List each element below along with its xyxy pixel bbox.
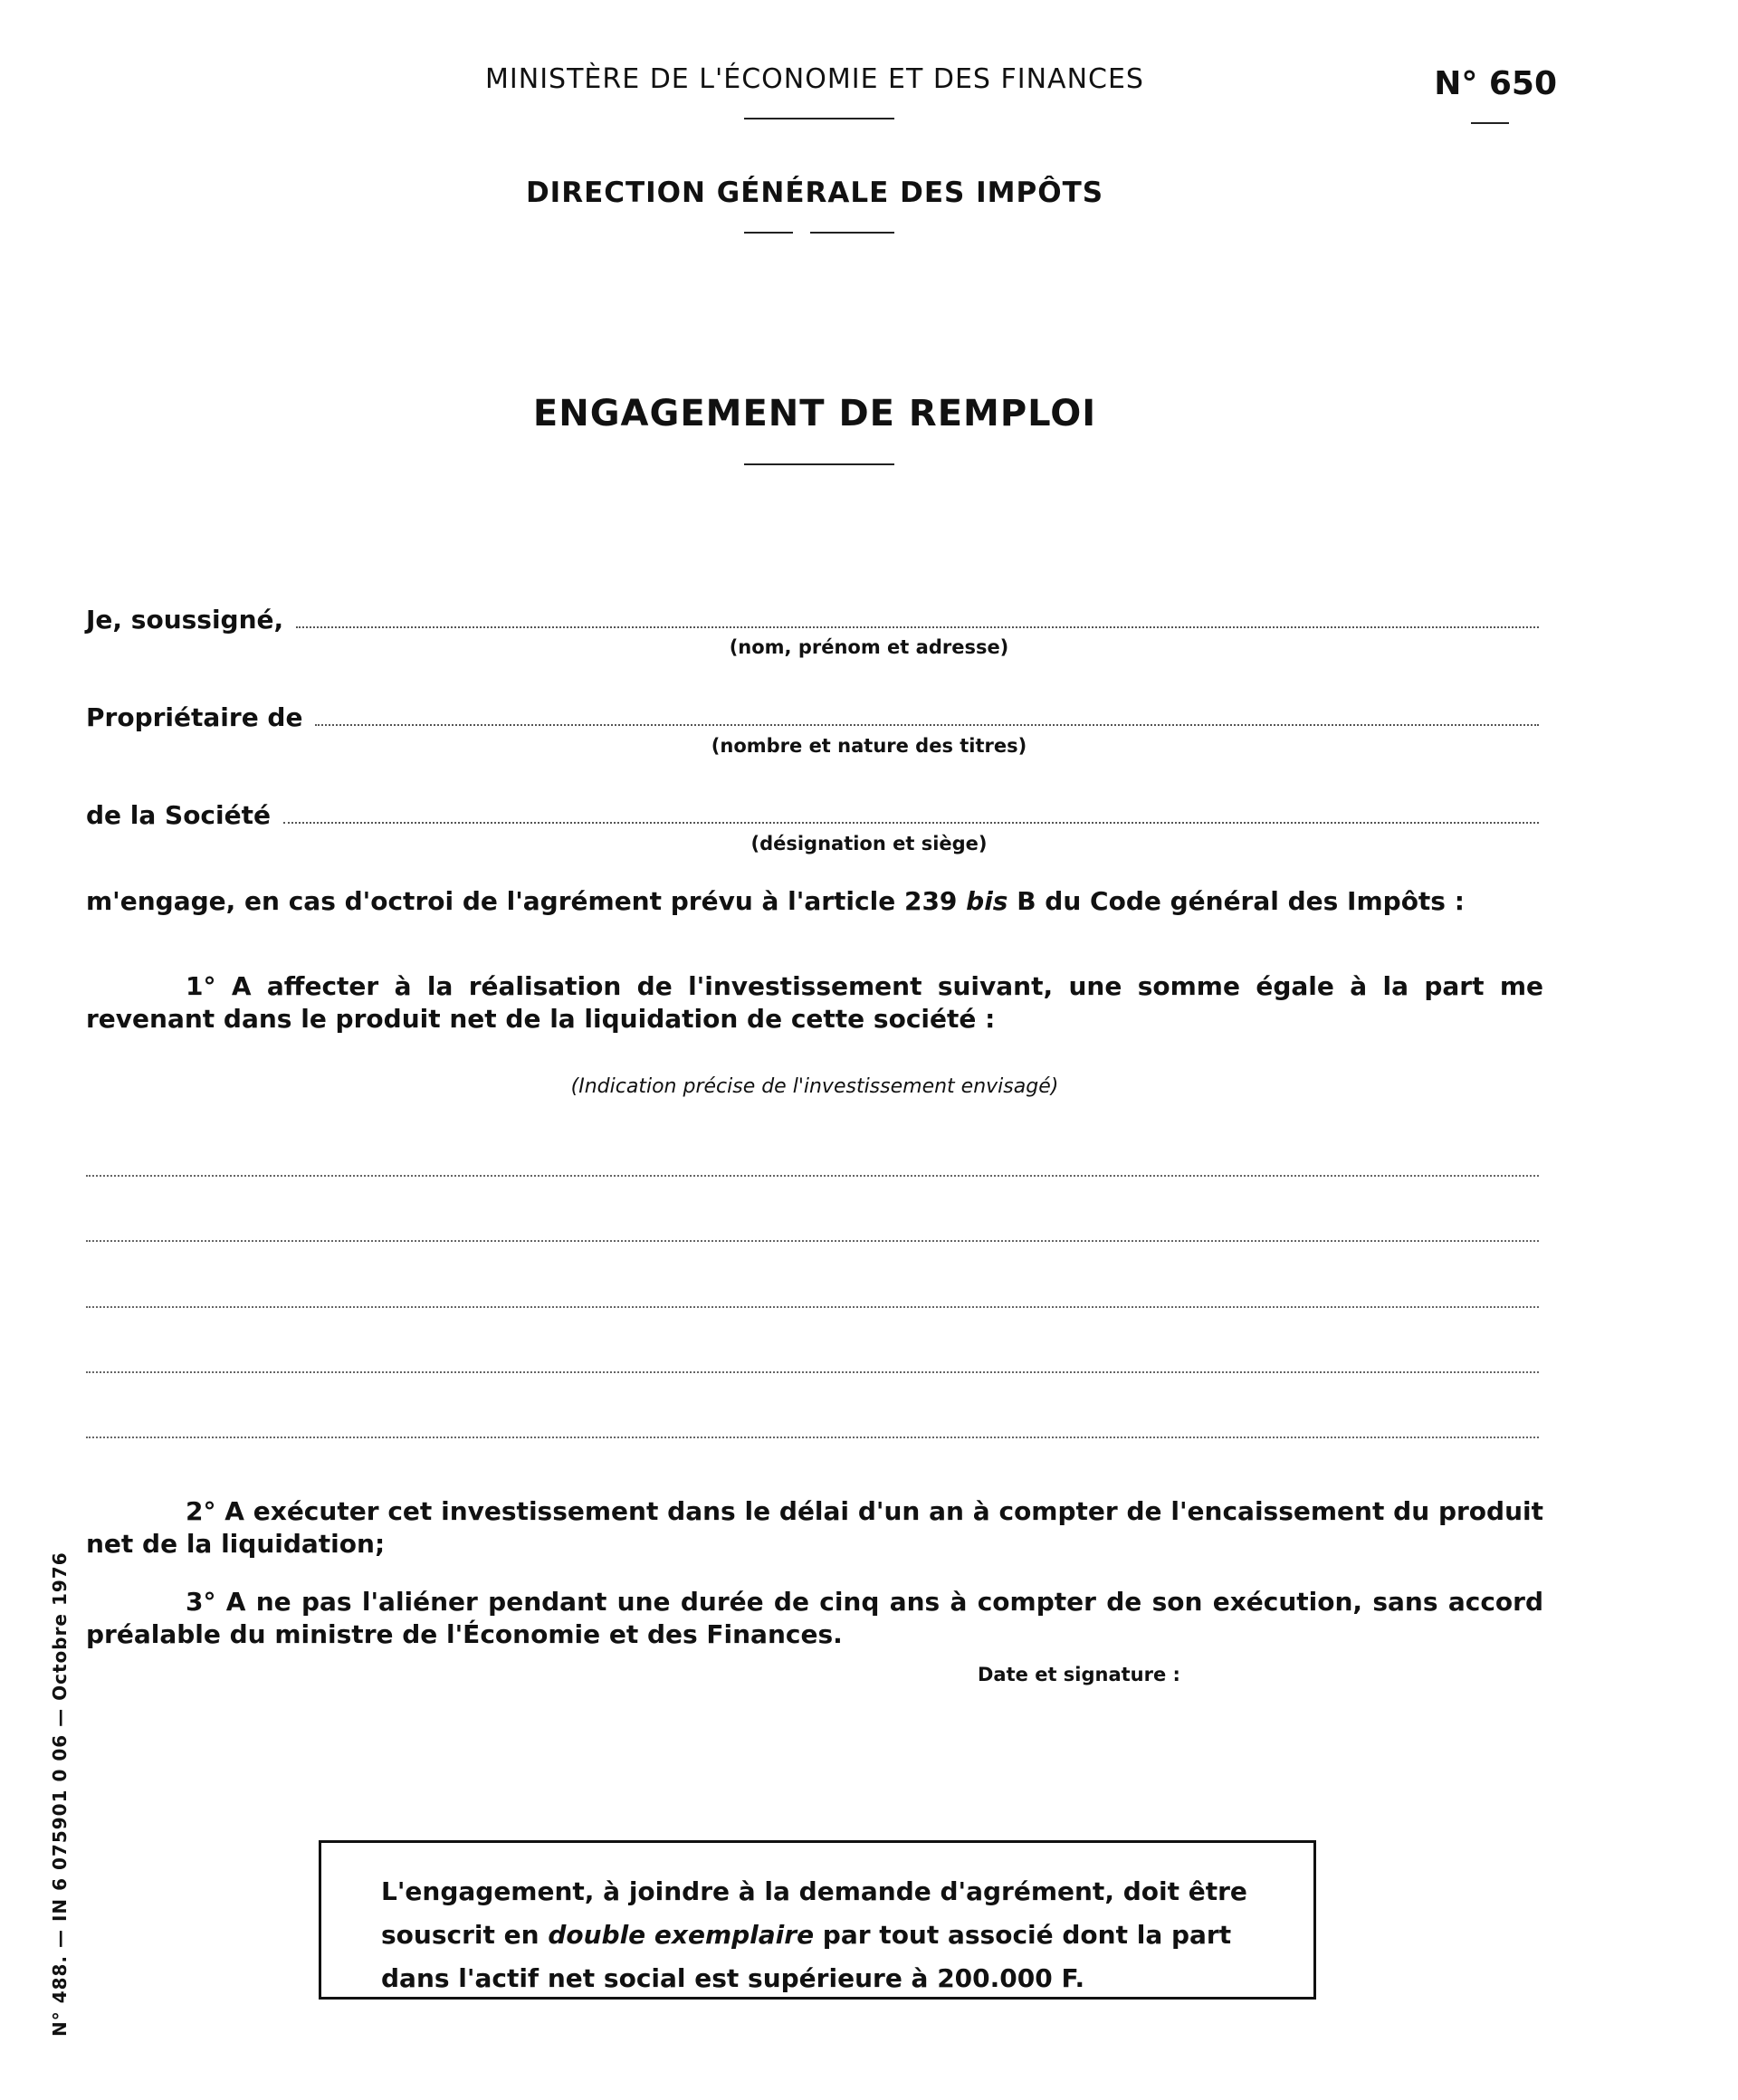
owner-field-hint: (nombre et nature des titres) — [711, 735, 1027, 757]
ministry-heading: MINISTÈRE DE L'ÉCONOMIE ET DES FINANCES — [485, 63, 1144, 95]
investment-hint: (Indication précise de l'investissement envisagé) — [570, 1075, 1059, 1098]
notice-text-end: par tout associé dont la part dans l'actif net social est supérieure à 200.000 F. — [381, 1920, 1232, 1993]
form-number-underline — [1471, 122, 1509, 124]
title-underline — [744, 463, 894, 465]
ministry-underline — [744, 118, 894, 119]
name-field-label: Je, soussigné, — [86, 605, 284, 635]
investment-line-1[interactable] — [86, 1175, 1539, 1177]
side-print-reference: N° 488. — IN 6 075901 0 06 — Octobre 1976 — [49, 1551, 71, 2037]
notice-text-start: L'engagement, à joindre à la demande d'agrément, doit être souscrit en — [381, 1876, 1247, 1950]
intro-text-end: B du Code général des Impôts : — [1007, 886, 1465, 916]
name-field-dotted-line[interactable] — [296, 625, 1539, 628]
investment-line-4[interactable] — [86, 1371, 1539, 1373]
signature-label: Date et signature : — [978, 1664, 1180, 1685]
direction-heading: DIRECTION GÉNÉRALE DES IMPÔTS — [525, 177, 1104, 209]
investment-line-2[interactable] — [86, 1240, 1539, 1242]
direction-underline-left — [744, 232, 793, 234]
form-number: N° 650 — [1434, 65, 1557, 102]
investment-line-5[interactable] — [86, 1437, 1539, 1438]
name-field-row[interactable] — [86, 605, 1539, 635]
form-title: ENGAGEMENT DE REMPLOI — [532, 393, 1097, 434]
intro-text-start: m'engage, en cas d'octroi de l'agrément prévu à l'article 239 — [86, 886, 967, 916]
notice-text-italic: double exemplaire — [548, 1920, 815, 1950]
company-field-row[interactable] — [86, 800, 1539, 830]
engagement-item-1: 1° A affecter à la réalisation de l'investissement suivant, une somme égale à la part me revenant dans le produit net de la liquidation de cette société : — [86, 971, 1543, 1034]
name-field-hint: (nom, prénom et adresse) — [729, 636, 1009, 658]
owner-field-dotted-line[interactable] — [315, 723, 1539, 726]
owner-field-label: Propriétaire de — [86, 702, 303, 732]
intro-text-italic: bis — [966, 886, 1008, 916]
direction-underline-right — [810, 232, 894, 234]
company-field-hint: (désignation et siège) — [750, 833, 988, 854]
engagement-intro — [86, 885, 1543, 918]
engagement-item-3: 3° A ne pas l'aliéner pendant une durée de cinq ans à compter de son exécution, sans accord préalable du ministre de l'Économie et des Finances. — [86, 1587, 1543, 1649]
company-field-label: de la Société — [86, 800, 271, 830]
investment-line-3[interactable] — [86, 1306, 1539, 1308]
engagement-item-2: 2° A exécuter cet investissement dans le délai d'un an à compter de l'encaissement du produit net de la liquidation; — [86, 1496, 1543, 1559]
company-field-dotted-line[interactable] — [283, 821, 1539, 824]
notice-box — [319, 1840, 1316, 2000]
owner-field-row[interactable] — [86, 702, 1539, 732]
notice-text — [381, 1870, 1259, 2000]
